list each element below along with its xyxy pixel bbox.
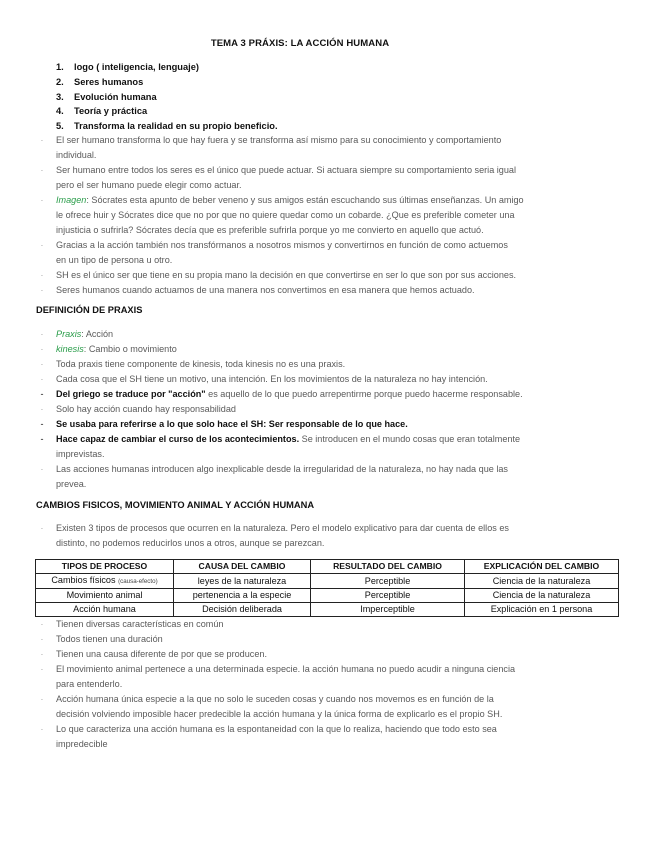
table-cell: Acción humana [36,603,174,617]
bullet-line: individual. [56,150,97,160]
bullet-dot-icon: · [40,665,44,674]
praxis-term: Praxis [56,329,82,339]
bullet-item [36,163,616,193]
item-text: logo ( inteligencia, lenguaje) [74,62,200,72]
bullet-text: Se introducen en el mundo cosas que eran totalmente [299,434,521,444]
table-header-row [36,560,619,574]
bullet-line [56,193,616,208]
bullet-line [56,327,616,342]
table-cell: Perceptible [311,574,465,589]
bullet-item [36,722,616,752]
bullet-item [36,632,616,647]
numbered-list [56,60,278,134]
bullet-dot-icon: · [40,136,44,145]
bullet-dash-icon: - [40,434,44,444]
bullet-line: El movimiento animal pertenece a una determinada especie. la acción humana no puedo acudir a ninguna ciencia [56,664,516,674]
tipos-bullet-list [36,521,616,551]
process-table [35,559,619,617]
table-cell: Decisión deliberada [174,603,311,617]
bullet-line: prevea. [56,479,87,489]
bullet-dot-icon: · [40,286,44,295]
bullet-dot-icon: · [40,196,44,205]
bullet-line: Solo hay acción cuando hay responsabilidad [56,404,236,414]
bullet-item [36,432,616,462]
bullet-item [36,417,616,432]
section-heading-praxis: DEFINICIÓN DE PRAXIS [36,305,143,315]
bullet-line: Acción humana única especie a la que no solo le suceden cosas y cuando nos movemos es en función de la [56,694,494,704]
bullet-line: decisión volviendo imposible hacer predecible la acción humana y la única forma de explicarlo es el propio SH. [56,709,503,719]
table-row [36,574,619,589]
item-text: Transforma la realidad en su propio beneficio. [74,121,278,132]
table-row [36,603,619,617]
bullet-line [56,432,616,447]
table-cell: Imperceptible [311,603,465,617]
bullet-line: Cada cosa que el SH tiene un motivo, una intención. En los movimientos de la naturaleza no hay intención. [56,374,488,384]
bullet-item [36,372,616,387]
bullet-dash-icon: - [40,389,44,399]
bullet-line: pero el ser humano puede elegir como actuar. [56,180,242,190]
item-number: 2. [56,76,64,87]
column-header: CAUSA DEL CAMBIO [174,560,311,574]
imagen-term: Imagen [56,195,87,205]
bullet-text: : Sócrates esta apunto de beber veneno y sus amigos están escuchando sus últimas enseñanzas. Un amigo [86,195,524,205]
bold-text: Del griego se traduce por "acción" [56,389,206,399]
table-cell: Perceptible [311,589,465,603]
section-heading-cambios: CAMBIOS FISICOS, MOVIMIENTO ANIMAL Y ACCIÓN HUMANA [36,500,315,510]
bullet-dot-icon: · [40,405,44,414]
bullet-line: para entenderlo. [56,679,123,689]
numbered-item [56,75,278,90]
bullet-line: Toda praxis tiene componente de kinesis, toda kinesis no es una praxis. [56,359,346,369]
bullet-line: El ser humano transforma lo que hay fuera y se transforma así mismo para su conocimiento y comportamiento [56,135,502,145]
bullet-line: Todos tienen una duración [56,634,163,644]
table-cell: Ciencia de la naturaleza [465,589,619,603]
bullet-dot-icon: · [40,345,44,354]
bullet-dot-icon: · [40,465,44,474]
bullet-item [36,268,616,283]
document-title: TEMA 3 PRÁXIS: LA ACCIÓN HUMANA [210,38,390,49]
cell-text: Cambios físicos [51,575,116,585]
bullet-line: Se usaba para referirse a lo que solo hace el SH: Ser responsable de lo que hace. [56,419,408,429]
bullet-line [56,342,616,357]
numbered-item [56,104,278,119]
numbered-item [56,60,278,75]
bullet-dot-icon: · [40,330,44,339]
bullet-dot-icon: · [40,725,44,734]
bullet-line: impredecible [56,739,108,749]
table-cell: Explicación en 1 persona [465,603,619,617]
bullet-item [36,342,616,357]
bullet-text: es aquello de lo que puedo arrepentirme porque puedo hacerme responsable. [205,389,523,399]
bullet-dot-icon: · [40,635,44,644]
column-header: RESULTADO DEL CAMBIO [311,560,465,574]
bullet-dot-icon: · [40,271,44,280]
bullet-item [36,647,616,662]
item-number: 4. [56,106,64,117]
item-text: Evolución humana [74,91,157,102]
bullet-item [36,692,616,722]
bullet-line: injusticia o sufrirla? Sócrates decía que es preferible sufrirla porque yo me convierto en aquello que actuó. [56,225,484,235]
bullet-line: Tienen una causa diferente de por que se producen. [56,649,267,659]
bullet-line: Existen 3 tipos de procesos que ocurren en la naturaleza. Pero el modelo explicativo para dar cuenta de ellos es [56,523,509,533]
bullet-line: Las acciones humanas introducen algo inexplicable desde la irregularidad de la naturaleza, no hay nada que las [56,464,508,474]
numbered-item [56,119,278,134]
column-header: EXPLICACIÓN DEL CAMBIO [465,560,619,574]
kinesis-term: kinesis [56,344,84,354]
definition-bullet-list [36,327,616,492]
bullet-text: : Acción [81,329,114,339]
bullet-item [36,387,616,402]
bullet-line: le ofrece huir y Sócrates dice que no por que no quiere quedar como un cobarde. ¿Que es preferible cometer una [56,210,515,220]
cell-note: (causa-efecto) [118,578,158,585]
bullet-dot-icon: · [40,241,44,250]
bullet-line: distinto, no podemos reducirlos unos a otros, aunque se parezcan. [56,538,325,548]
bullet-dot-icon: · [40,620,44,629]
column-header: TIPOS DE PROCESO [36,560,174,574]
bullet-line: SH es el único ser que tiene en su propia mano la decisión en que convertirse en ser lo que son por sus acciones. [56,270,517,280]
table-cell [36,574,174,589]
bullet-line: Tienen diversas características en común [56,619,224,629]
numbered-item [56,90,278,105]
table-cell: pertenencia a la especie [174,589,311,603]
table-row [36,589,619,603]
item-number: 1. [56,62,64,72]
bullet-item [36,283,616,298]
bullet-line [56,387,616,402]
bullet-item [36,617,616,632]
table-cell: leyes de la naturaleza [174,574,311,589]
after-table-bullet-list [36,617,616,752]
bullet-line: en un tipo de persona u otro. [56,255,173,265]
bullet-line: imprevistas. [56,449,105,459]
intro-bullet-list [36,133,616,298]
bullet-item [36,193,616,238]
bullet-text: : Cambio o movimiento [83,344,177,354]
bold-text: Hace capaz de cambiar el curso de los acontecimientos. [56,434,300,444]
bullet-item [36,662,616,692]
bullet-line: Ser humano entre todos los seres es el único que puede actuar. Si actuara siempre su comportamiento seria igual [56,165,516,175]
bullet-item [36,133,616,163]
bullet-item [36,521,616,551]
bullet-item [36,357,616,372]
item-number: 5. [56,121,64,132]
bullet-item [36,238,616,268]
bullet-line: Lo que caracteriza una acción humana es la espontaneidad con la que lo realiza, haciendo que todo esto sea [56,724,497,734]
bullet-dash-icon: - [40,419,44,429]
bullet-dot-icon: · [40,524,44,533]
bullet-dot-icon: · [40,695,44,704]
table-cell: Movimiento animal [36,589,174,603]
item-number: 3. [56,91,64,102]
bullet-dot-icon: · [40,166,44,175]
item-text: Seres humanos [74,76,144,87]
bullet-line: Gracias a la acción también nos transfórmanos a nosotros mismos y convertirnos en función de como actuemos [56,240,508,250]
bullet-line: Seres humanos cuando actuamos de una manera nos convertimos en esa manera que hemos actuado. [56,285,475,295]
bullet-item [36,462,616,492]
bullet-item [36,402,616,417]
item-text: Teoría y práctica [74,106,148,117]
bullet-dot-icon: · [40,375,44,384]
table-cell: Ciencia de la naturaleza [465,574,619,589]
bullet-dot-icon: · [40,650,44,659]
bullet-item [36,327,616,342]
bullet-dot-icon: · [40,360,44,369]
